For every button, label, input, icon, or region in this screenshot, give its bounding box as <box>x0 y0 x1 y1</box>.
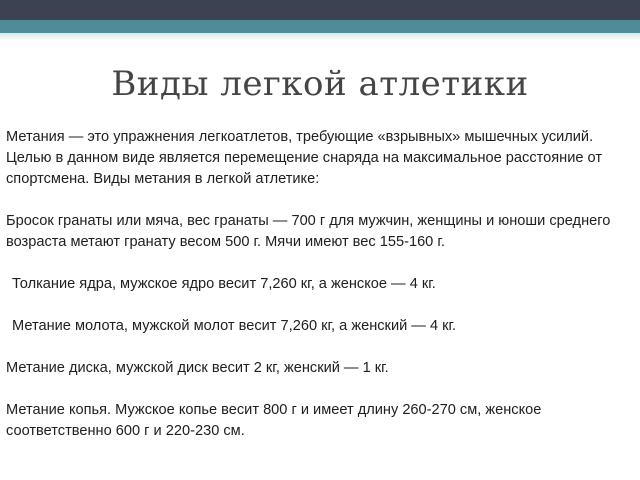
paragraph-shot-put: Толкание ядра, мужское ядро весит 7,260 кг, а женское — 4 кг. <box>12 276 436 292</box>
paragraph-javelin: Метание копья. Мужское копье весит 800 г и имеет длину 260-270 см, женское соответственно 600 г и 220-230 см. <box>6 402 542 439</box>
slide-accent-bar <box>0 20 640 33</box>
slide-title: Виды легкой атлетики <box>111 64 529 104</box>
slide-bar-shadow <box>0 33 640 41</box>
paragraph-grenade: Бросок гранаты или мяча, вес гранаты — 700 г для мужчин, женщины и юноши среднего возраста метают гранату весом 500 г. Мячи имеют вес 155-160 г. <box>6 213 611 250</box>
paragraph-hammer: Метание молота, мужской молот весит 7,260 кг, а женский — 4 кг. <box>12 318 457 334</box>
slide-content <box>6 127 626 442</box>
paragraph-discus: Метание диска, мужской диск весит 2 кг, женский — 1 кг. <box>6 360 389 376</box>
slide-top-bar <box>0 0 640 20</box>
paragraph-intro: Метания — это упражнения легкоатлетов, требующие «взрывных» мышечных усилий. Целью в данном виде является перемещение снаряда на максимальное расстояние от спортсмена. Виды метания в легкой атлетике: <box>6 129 603 187</box>
